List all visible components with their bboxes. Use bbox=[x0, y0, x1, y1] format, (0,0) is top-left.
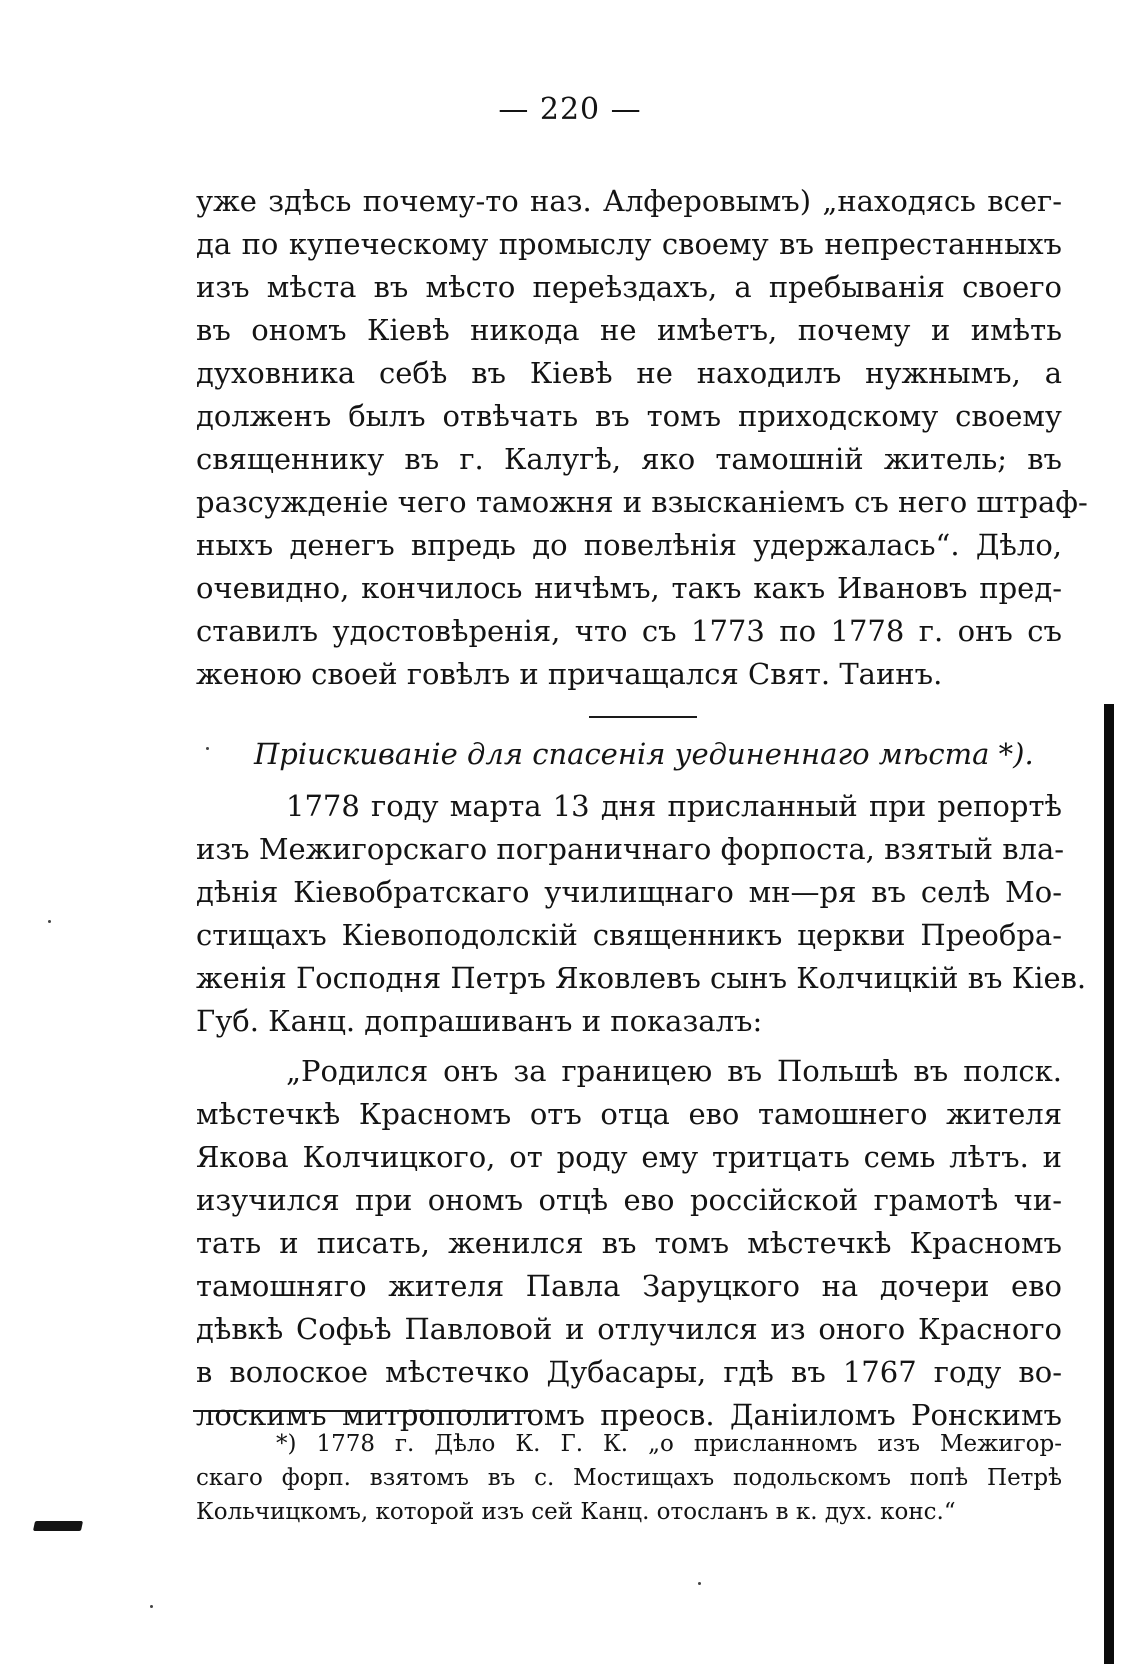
paragraph-3 bbox=[196, 1050, 1062, 1437]
footnote-line: *) 1778 г. Дѣло К. Г. К. „о присланномъ изъ Межигор- bbox=[276, 1431, 1062, 1457]
footnote-line: скаго форп. взятомъ въ с. Мостищахъ подольскомъ попѣ Петрѣ bbox=[196, 1465, 1062, 1491]
text-line: разсужденіе чего таможня и взысканіемъ съ него штраф- bbox=[196, 485, 1088, 519]
section-separator bbox=[589, 716, 697, 718]
scan-speck bbox=[48, 920, 51, 923]
scan-ink-mark bbox=[33, 1521, 83, 1531]
text-line: ныхъ денегъ впредь до повелѣнія удержалась“. Дѣло, bbox=[196, 528, 1062, 562]
text-line: уже здѣсь почему-то наз. Алферовымъ) „находясь всег- bbox=[196, 184, 1062, 218]
text-line: изъ мѣста въ мѣсто переѣздахъ, а пребыванія своего bbox=[196, 270, 1062, 304]
scan-speck bbox=[150, 1605, 153, 1608]
text-line: женою своей говѣлъ и причащался Свят. Таинъ. bbox=[196, 657, 943, 691]
footnote-rule bbox=[193, 1410, 531, 1412]
scan-speck bbox=[206, 747, 209, 750]
text-line: дѣвкѣ Софьѣ Павловой и отлучился из оного Красного bbox=[196, 1312, 1062, 1346]
section-title: Пріискиваніе для спасенія уединеннаго мѣста *). bbox=[254, 737, 1034, 771]
footnote bbox=[196, 1427, 1062, 1529]
text-line: въ ономъ Кіевѣ никода не имѣетъ, почему и имѣть bbox=[196, 313, 1062, 347]
scan-speck bbox=[698, 1582, 701, 1585]
text-line: мѣстечкѣ Красномъ отъ отца ево тамошнего жителя bbox=[196, 1097, 1062, 1131]
text-line: в волоское мѣстечко Дубасары, гдѣ въ 1767 году во- bbox=[196, 1355, 1062, 1389]
text-line: долженъ былъ отвѣчать въ томъ приходскому своему bbox=[196, 399, 1062, 433]
text-line: тамошняго жителя Павла Заруцкого на дочери ево bbox=[196, 1269, 1062, 1303]
text-line: „Родился онъ за границею въ Польшѣ въ полск. bbox=[286, 1054, 1062, 1088]
text-line: изучился при ономъ отцѣ ево россійской грамотѣ чи- bbox=[196, 1183, 1062, 1217]
paragraph-2 bbox=[196, 785, 1087, 1043]
text-line: дѣнія Кіевобратскаго училищнаго мн—ря въ селѣ Мо- bbox=[196, 875, 1062, 909]
footnote-line: Кольчицкомъ, которой изъ сей Канц. отосланъ в к. дух. конс.“ bbox=[196, 1499, 956, 1525]
text-line: священнику въ г. Калугѣ, яко тамошній житель; въ bbox=[196, 442, 1062, 476]
text-line: женія Господня Петръ Яковлевъ сынъ Колчицкій въ Кіев. bbox=[196, 961, 1087, 995]
scan-edge-shadow bbox=[1104, 704, 1114, 1664]
text-line: тать и писать, женился въ томъ мѣстечкѣ Красномъ bbox=[196, 1226, 1062, 1260]
text-line: Губ. Канц. допрашиванъ и показалъ: bbox=[196, 1004, 763, 1038]
text-line: духовника себѣ въ Кіевѣ не находилъ нужнымъ, а bbox=[196, 356, 1062, 390]
text-line: изъ Межигорскаго пограничнаго форпоста, взятый вла- bbox=[196, 832, 1065, 866]
page-number: — 220 — bbox=[498, 92, 642, 127]
text-line: да по купеческому промыслу своему въ непрестанныхъ bbox=[196, 227, 1062, 261]
text-line: стищахъ Кіевоподолскій священникъ церкви Преобра- bbox=[196, 918, 1062, 952]
text-line: лоскимъ митрополитомъ преосв. Даніиломъ Ронскимъ bbox=[196, 1398, 1062, 1432]
text-line: ставилъ удостовѣренія, что съ 1773 по 1778 г. онъ съ bbox=[196, 614, 1062, 648]
text-line: очевидно, кончилось ничѣмъ, такъ какъ Ивановъ пред- bbox=[196, 571, 1062, 605]
text-line: Якова Колчицкого, от роду ему тритцать семь лѣтъ. и bbox=[196, 1140, 1062, 1174]
paragraph-1 bbox=[196, 180, 1088, 696]
text-line: 1778 году марта 13 дня присланный при репортѣ bbox=[286, 789, 1062, 823]
